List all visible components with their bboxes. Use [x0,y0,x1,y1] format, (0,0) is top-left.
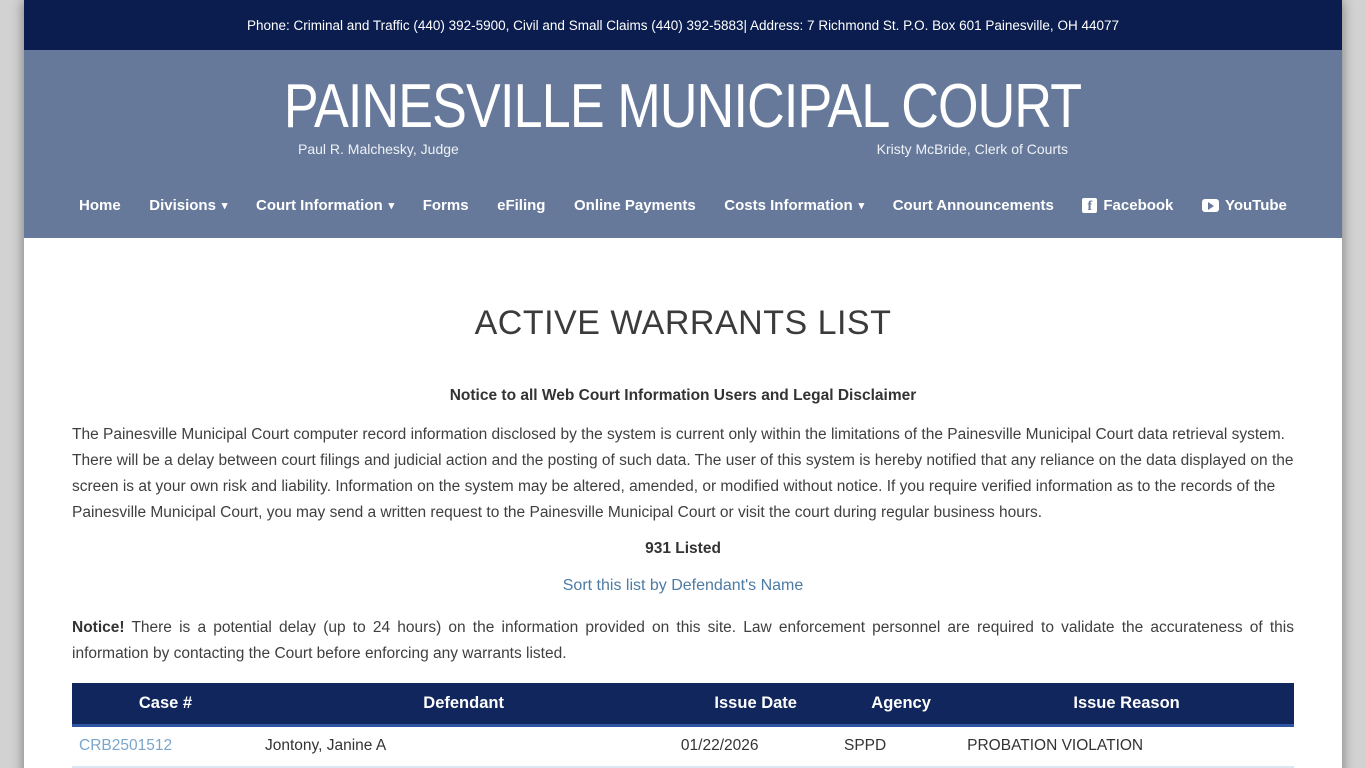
facebook-icon: f [1082,198,1097,213]
nav-item-forms[interactable]: Forms [422,197,469,214]
nav-item-costs-information[interactable]: Costs Information ▾ [724,197,865,214]
main-nav [24,189,1342,220]
warrant-count: 931 Listed [645,540,721,557]
column-header-issue-reason[interactable]: Issue Reason [959,683,1294,725]
judge-name: Paul R. Malchesky, Judge [298,141,459,157]
agency-cell: SPPD [843,737,887,755]
site-title: PAINESVILLE MUNICIPAL COURT [284,72,1082,141]
table-row [72,725,1294,766]
caret-down-icon: ▾ [221,200,228,212]
nav-item-facebook[interactable]: f Facebook [1082,197,1173,214]
sort-by-defendant-link[interactable]: Sort this list by Defendant's Name [562,577,804,594]
table-header-row [72,683,1294,725]
issue-reason-cell: PROBATION VIOLATION [967,737,1144,755]
warrants-table [72,683,1294,768]
nav-item-youtube[interactable]: YouTube [1202,197,1287,214]
nav-item-online-payments[interactable]: Online Payments [574,197,696,214]
caret-down-icon: ▾ [858,200,865,212]
column-header-defendant[interactable]: Defendant [259,683,668,725]
page-container [24,0,1342,768]
notice-label: Notice! [72,619,125,636]
issue-date-cell: 01/22/2026 [680,737,759,755]
contact-info-bar [24,0,1342,50]
youtube-icon [1202,199,1219,212]
nav-item-home[interactable]: Home [79,197,121,214]
caret-down-icon: ▾ [388,200,395,212]
nav-item-court-announcements[interactable]: Court Announcements [892,197,1054,214]
main-content [24,238,1342,768]
column-header-agency[interactable]: Agency [843,683,959,725]
disclaimer-heading: Notice to all Web Court Information Users and Legal Disclaimer [449,387,917,404]
site-header [24,50,1342,238]
nav-item-efiling[interactable]: eFiling [497,197,546,214]
page-title: ACTIVE WARRANTS LIST [474,304,892,342]
nav-item-divisions[interactable]: Divisions ▾ [149,197,228,214]
notice-text: There is a potential delay (up to 24 hours) on the information provided on this site. Law enforcement personnel are required to validate the accurateness of this information by contacting the Court before enforcing any warrants listed. [72,619,1294,662]
contact-info-text: Phone: Criminal and Traffic (440) 392-5900, Civil and Small Claims (440) 392-5883| Address: 7 Richmond St. P.O. Box 601 Painesville, OH 44077 [247,17,1119,33]
delay-notice [72,615,1294,667]
clerk-name: Kristy McBride, Clerk of Courts [876,141,1068,157]
case-number-link[interactable]: CRB2501512 [79,737,173,755]
column-header-issue-date[interactable]: Issue Date [668,683,843,725]
defendant-cell: Jontony, Janine A [264,737,387,755]
disclaimer-text: The Painesville Municipal Court computer record information disclosed by the system is current only within the limitations of the Painesville Municipal Court data retrieval system. There will be a delay between court filings and judicial action and the posting of such data. The user of this system is hereby notified that any reliance on the data displayed on the screen is at your own risk and liability. Information on the system may be altered, amended, or modified without notice. If you require verified information as to the records of the Painesville Municipal Court, you may send a written request to the Painesville Municipal Court or visit the court during regular business hours. [72,426,1294,521]
column-header-case[interactable]: Case # [72,683,259,725]
nav-item-court-information[interactable]: Court Information ▾ [256,197,395,214]
